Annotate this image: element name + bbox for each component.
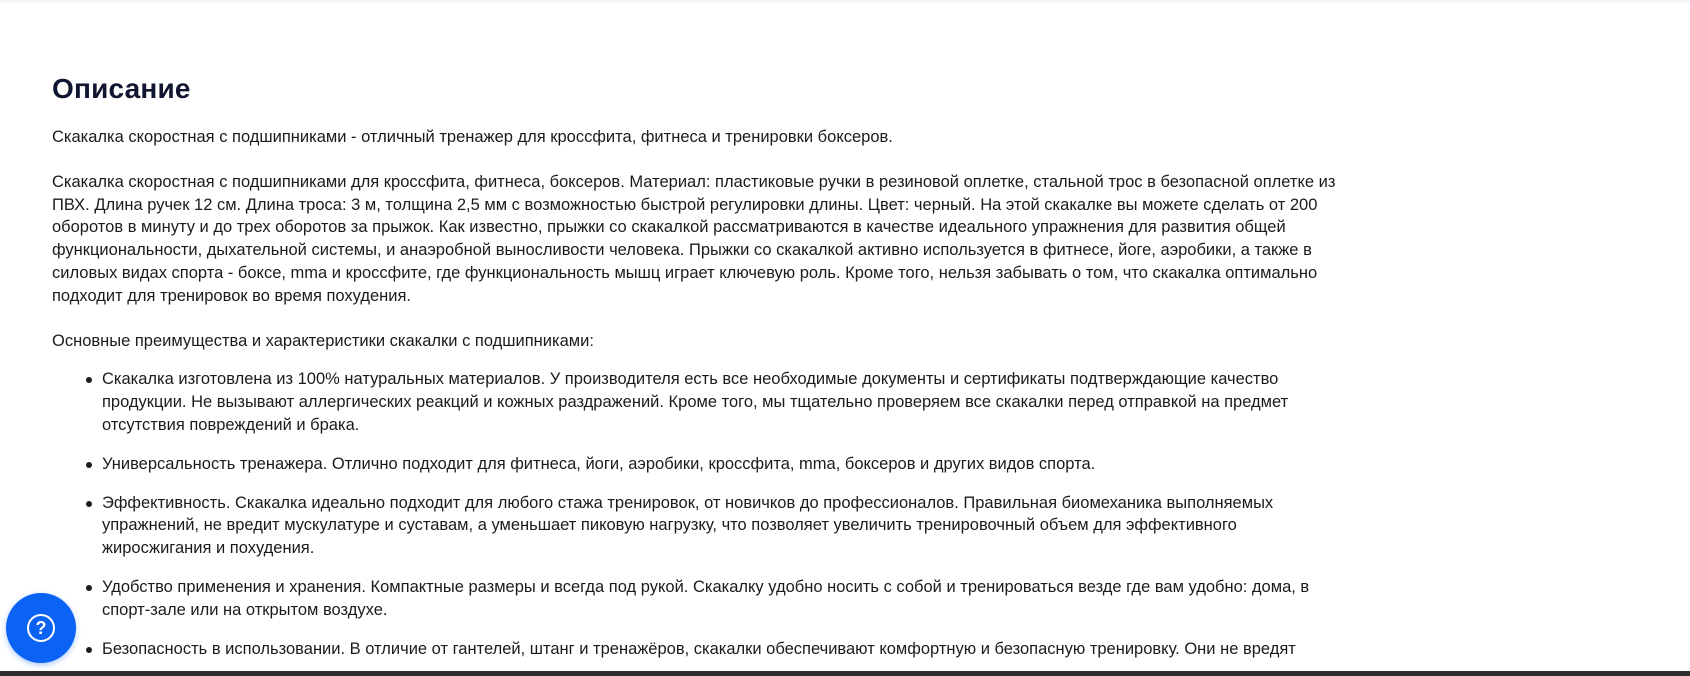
header-shadow: [0, 0, 1690, 4]
features-list: [52, 368, 1372, 660]
feature-item: Удобство применения и хранения. Компактные размеры и всегда под рукой. Скакалку удобно носить с собой и тренироваться везде где вам удобно: дома, в спорт-зале или на открытом воздухе.: [102, 576, 1372, 622]
feature-item: Эффективность. Скакалка идеально подходит для любого стажа тренировок, от новичков до профессионалов. Правильная биомеханика выполняемых упражнений, не вредит мускулатуре и суставам, а уменьшает пиковую нагрузку, что позволяет увеличить тренировочный объем для эффективного жиросжигания и похудения.: [102, 492, 1372, 560]
feature-item: Безопасность в использовании. В отличие от гантелей, штанг и тренажёров, скакалки обеспечивают комфортную и безопасную тренировку. Они не вредят: [102, 638, 1372, 661]
features-intro: Основные преимущества и характеристики скакалки с подшипниками:: [52, 331, 594, 350]
description-body: Скакалка скоростная с подшипниками для кроссфита, фитнеса, боксеров. Материал: пластиковые ручки в резиновой оплетке, стальной трос в безопасной оплетке из ПВХ. Длина ручек 12 см. Длина троса: 3 м, толщина 2,5 мм с возможностью быстрой регулировки длины. Цвет: черный. На этой скакалке вы можете сделать от 200 оборотов в минуту и до трех оборотов за прыжок. Как известно, прыжки со скакалкой рассматриваются в качестве идеального упражнения для развития общей функциональности, дыхательной системы, и анаэробной выносливости человека. Прыжки со скакалкой активно используется в фитнесе, йоге, аэробики, а также в силовых видах спорта - боксе, mma и кроссфите, где функциональность мышц играет ключевую роль. Кроме того, нельзя забывать о том, что скакалка оптимально подходит для тренировок во время похудения.: [52, 172, 1336, 305]
help-question-icon: ?: [27, 614, 55, 642]
product-description: [52, 70, 1372, 676]
help-button[interactable]: [6, 593, 76, 663]
feature-item: Скакалка изготовлена из 100% натуральных материалов. У производителя есть все необходимые документы и сертификаты подтверждающие качество продукции. Не вызывают аллергических реакций и кожных раздражений. Кроме того, мы тщательно проверяем все скакалки перед отправкой на предмет отсутствия повреждений и брака.: [102, 368, 1372, 436]
bottom-bar: [0, 671, 1690, 676]
description-title: Описание: [52, 73, 191, 104]
description-intro: Скакалка скоростная с подшипниками - отличный тренажер для кроссфита, фитнеса и тренировки боксеров.: [52, 128, 893, 146]
feature-item: Универсальность тренажера. Отлично подходит для фитнеса, йоги, аэробики, кроссфита, mma, боксеров и других видов спорта.: [102, 453, 1372, 476]
